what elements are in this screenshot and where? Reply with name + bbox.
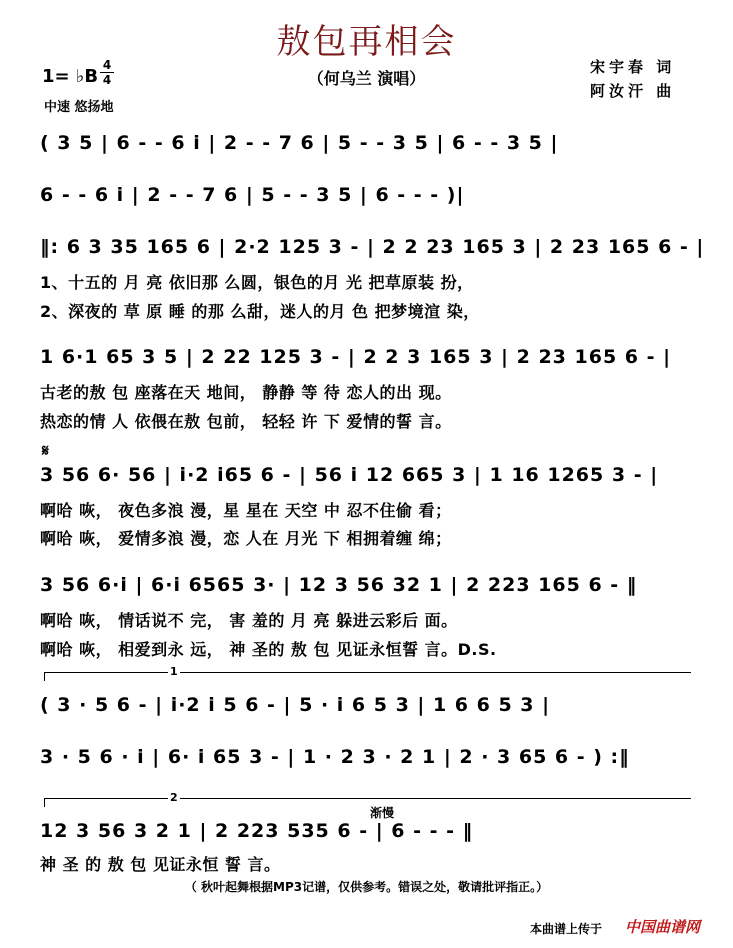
volta-1-label: 1 (170, 665, 178, 678)
transcriber-note: （ 秋叶起舞根据MP3记谱，仅供参考。错误之处，敬请批评指正。） (184, 880, 549, 894)
volta-2-label: 2 (170, 791, 178, 804)
upload-credit: 本曲谱上传于 (530, 922, 603, 936)
volta-1-bracket (44, 672, 691, 681)
notation-line-5: 3 56 6· 56 | i·2 i65 6 - | 56 i 12 665 3 | 1 16 1265 3 - | (40, 464, 659, 486)
notation-line-8: 3 · 5 6 · i | 6· i 65 3 - | 1 · 2 3 · 2 1 | 2 · 3 65 6 - ) :‖ (40, 746, 630, 768)
lyrics-verse1-b: 古老的敖 包 座落在天 地间， 静静 等 待 恋人的出 现。 (40, 383, 452, 402)
score-title: 敖包再相会 (276, 22, 457, 62)
tempo-change-marking: 渐慢 (370, 806, 395, 820)
lyrics-verse1-d: 啊哈 咴， 情话说不 完， 害 羞的 月 亮 躲进云彩后 面。 (40, 611, 458, 630)
lyrics-coda: 神 圣 的 敖 包 见证永恒 誓 言。 (40, 855, 281, 874)
lyrics-verse2-c: 啊哈 咴， 爱情多浪 漫，恋 人在 月光 下 相拥着缠 绵； (40, 529, 452, 548)
time-sig-top: 4 (100, 58, 114, 73)
singer-credit: （何乌兰 演唱） (307, 69, 426, 88)
notation-line-2: 6 - - 6 i | 2 - - 7 6 | 5 - - 3 5 | 6 - - - )| (40, 184, 465, 206)
lyrics-verse2-b: 热恋的情 人 依偎在敖 包前， 轻轻 许 下 爱情的誓 言。 (40, 412, 452, 431)
composer-credit: 阿汝汗 曲 (590, 82, 676, 100)
lyrics-verse2-a: 2、深夜的 草 原 睡 的那 么甜，迷人的月 色 把梦境渲 染， (40, 302, 480, 321)
lyrics-verse1-c: 啊哈 咴， 夜色多浪 漫，星 星在 天空 中 忍不住偷 看； (40, 501, 452, 520)
notation-line-1: ( 3 5 | 6 - - 6 i | 2 - - 7 6 | 5 - - 3 5 | 6 - - 3 5 | (40, 132, 559, 154)
notation-line-3: ‖: 6 3 35 165 6 | 2·2 125 3 - | 2 2 23 165 3 | 2 23 165 6 - | (40, 236, 705, 258)
site-logo: 中国曲谱网 (625, 918, 701, 936)
tempo-marking: 中速 悠扬地 (44, 100, 114, 115)
notation-line-6: 3 56 6·i | 6·i 6565 3· | 12 3 56 32 1 | 2 223 165 6 - ‖ (40, 574, 638, 596)
notation-line-4: 1 6·1 65 3 5 | 2 22 125 3 - | 2 2 3 165 3 | 2 23 165 6 - | (40, 346, 672, 368)
lyrics-verse1-a: 1、十五的 月 亮 依旧那 么圆，银色的月 光 把草原装 扮， (40, 273, 474, 292)
segno-sign: 𝄋 (42, 441, 49, 460)
lyrics-verse2-d: 啊哈 咴， 相爱到永 远， 神 圣的 敖 包 见证永恒誓 言。D.S. (40, 640, 497, 659)
key-signature: 1= ♭B (42, 66, 99, 87)
volta-2-bracket (44, 798, 691, 807)
lyricist-credit: 宋宇春 词 (590, 58, 676, 76)
time-sig-bottom: 4 (102, 73, 112, 87)
notation-line-9: 12 3 56 3 2 1 | 2 223 535 6 - | 6 - - - ‖ (40, 820, 474, 842)
notation-line-7: ( 3 · 5 6 - | i·2 i 5 6 - | 5 · i 6 5 3 | 1 6 6 5 3 | (40, 694, 551, 716)
